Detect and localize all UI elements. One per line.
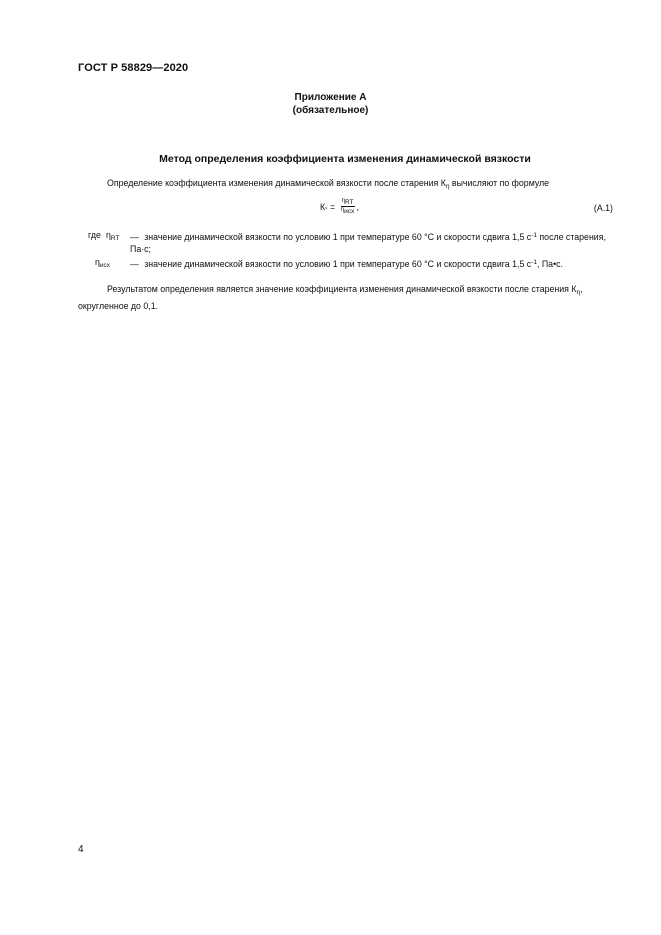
- annex-title: Приложение А: [294, 92, 367, 103]
- intro-subscript: η: [445, 183, 450, 190]
- formula-lhs: К: [320, 201, 326, 212]
- definition-dash: —: [130, 259, 139, 269]
- definition-text-initial: — значение динамической вязкости по условию 1 при температуре 60 °С и скорости сдвига 1,5 $с^{-1}$, Па•с.: [130, 259, 563, 269]
- definition-symbol-initial: $\eta_{исх}$: [95, 257, 111, 269]
- intro-paragraph: [107, 177, 549, 193]
- formula-tail: ,: [356, 201, 359, 212]
- page-number: 4: [78, 844, 84, 855]
- formula-lhs-subscript: ₛ: [325, 203, 328, 211]
- formula-numerator: $\eta_{RT}$: [341, 198, 354, 206]
- formula-fraction: [341, 198, 355, 215]
- intro-text-after: вычисляют по формуле: [449, 178, 550, 188]
- section-title: Метод определения коэффициента изменения динамической вязкости: [159, 153, 531, 165]
- annex-status: (обязательное): [292, 105, 369, 116]
- formula-denominator: $\eta_{исх}$: [340, 207, 355, 215]
- where-label: где: [88, 230, 101, 240]
- document-header: ГОСТ Р 58829—2020: [78, 62, 189, 74]
- definition-symbol-rt: $\eta_{RT}$: [106, 230, 120, 242]
- equation-number: (А.1): [593, 203, 613, 213]
- formula-equals: =: [327, 201, 338, 212]
- intro-text: Определение коэффициента изменения динамической вязкости после старения К: [107, 178, 446, 188]
- result-paragraph: Результатом определения является значение коэффициента изменения динамической вязкости после старения $К_\eta$, округленное до 0,1.: [78, 284, 583, 311]
- definition-text-rt: — значение динамической вязкости по условию 1 при температуре 60 °С и скорости сдвига 1,5 $с^{-1}$ после старения, Па·с;: [130, 232, 606, 254]
- formula-a1: [320, 198, 359, 215]
- definition-dash: —: [130, 232, 139, 242]
